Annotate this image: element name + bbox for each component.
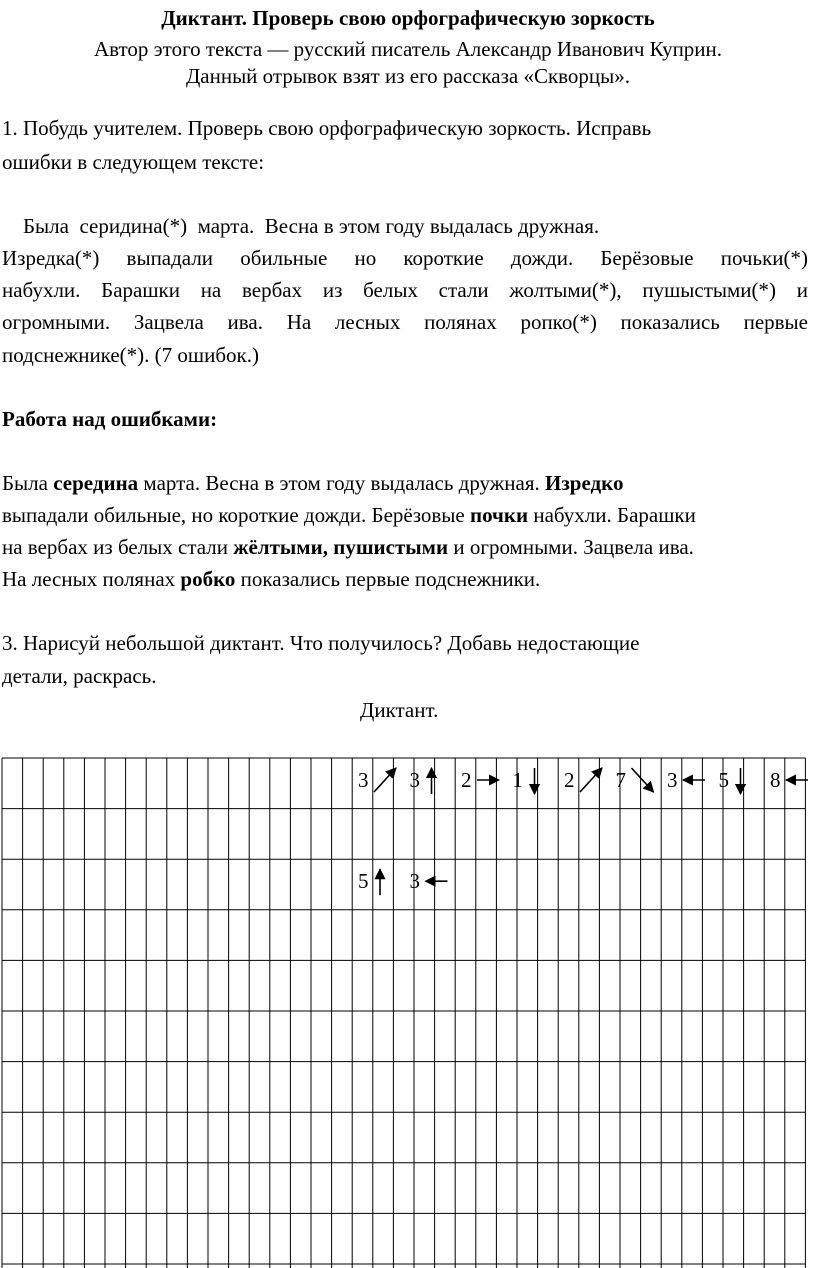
plain-text: выпадали обильные, но короткие дожди. Берёзовые <box>2 503 470 527</box>
error-text-line-3: набухли. Барашки на вербах из белых стали жолтыми(*), пушыстыми(*) и <box>2 278 808 302</box>
author-line-1: Автор этого текста — русский писатель Александр Иванович Куприн. <box>93 37 723 61</box>
plain-text: Была <box>2 471 54 495</box>
error-text-line-5: подснежнике(*). (7 ошибок.) <box>2 343 259 367</box>
corrected-word: Изредко <box>545 471 624 495</box>
grid-title: Диктант. <box>360 698 439 722</box>
correction-line-2 <box>2 503 696 528</box>
dictation-count: 2 <box>564 768 575 792</box>
plain-text: набухли. Барашки <box>528 503 696 527</box>
corrected-word: середина <box>53 471 139 495</box>
worksheet-title: Диктант. Проверь свою орфографическую зоркость <box>161 6 655 30</box>
plain-text: На лесных полянах <box>2 567 181 591</box>
correction-line-1 <box>2 471 623 496</box>
dictation-count: 3 <box>409 869 420 894</box>
dictation-count: 3 <box>358 768 369 792</box>
error-text-line-4: огромными. Зацвела ива. На лесных полянах ропко(*) показались первые <box>2 310 808 334</box>
corrected-word: пушистыми <box>333 535 449 559</box>
plain-text: на вербах из белых стали <box>2 535 234 559</box>
correction-line-3 <box>2 535 694 560</box>
dictation-count: 5 <box>358 869 369 894</box>
task1-line-1: 1. Побудь учителем. Проверь свою орфографическую зоркость. Исправь <box>2 116 652 140</box>
correction-line-4 <box>2 567 540 592</box>
dictation-count: 2 <box>461 768 472 792</box>
dictation-count: 7 <box>615 768 626 792</box>
author-line-2: Данный отрывок взят из его рассказа «Скворцы». <box>185 64 631 88</box>
corrections-heading: Работа над ошибками: <box>2 407 218 431</box>
task1-line-2: ошибки в следующем тексте: <box>2 150 265 174</box>
dictation-count: 3 <box>667 768 678 792</box>
dictation-grid <box>0 748 816 1268</box>
task3-line-2: детали, раскрась. <box>2 664 157 688</box>
corrected-word: почки <box>470 503 529 527</box>
corrected-word: жёлтыми <box>233 535 323 559</box>
error-text-line-1: Была серидина(*) марта. Весна в этом году выдалась дружная. <box>2 214 600 238</box>
arrow-up-right-icon <box>374 768 396 792</box>
error-text-line-2: Изредка(*) выпадали обильные но короткие дожди. Берёзовые почьки(*) <box>2 246 808 270</box>
plain-text: марта. Весна в этом году выдалась дружная. <box>138 471 546 495</box>
dictation-count: 5 <box>718 768 729 792</box>
corrected-word: робко <box>180 567 236 591</box>
comma: , <box>322 535 334 559</box>
dictation-count: 1 <box>512 768 523 792</box>
arrow-down-right-icon <box>632 768 654 792</box>
dictation-count: 8 <box>770 768 781 792</box>
plain-text: показались первые подснежники. <box>235 567 541 591</box>
plain-text: и огромными. Зацвела ива. <box>448 535 694 559</box>
dictation-count: 3 <box>409 768 420 792</box>
task3-line-1: 3. Нарисуй небольшой диктант. Что получилось? Добавь недостающие <box>2 631 640 655</box>
arrow-up-right-icon <box>580 768 602 792</box>
